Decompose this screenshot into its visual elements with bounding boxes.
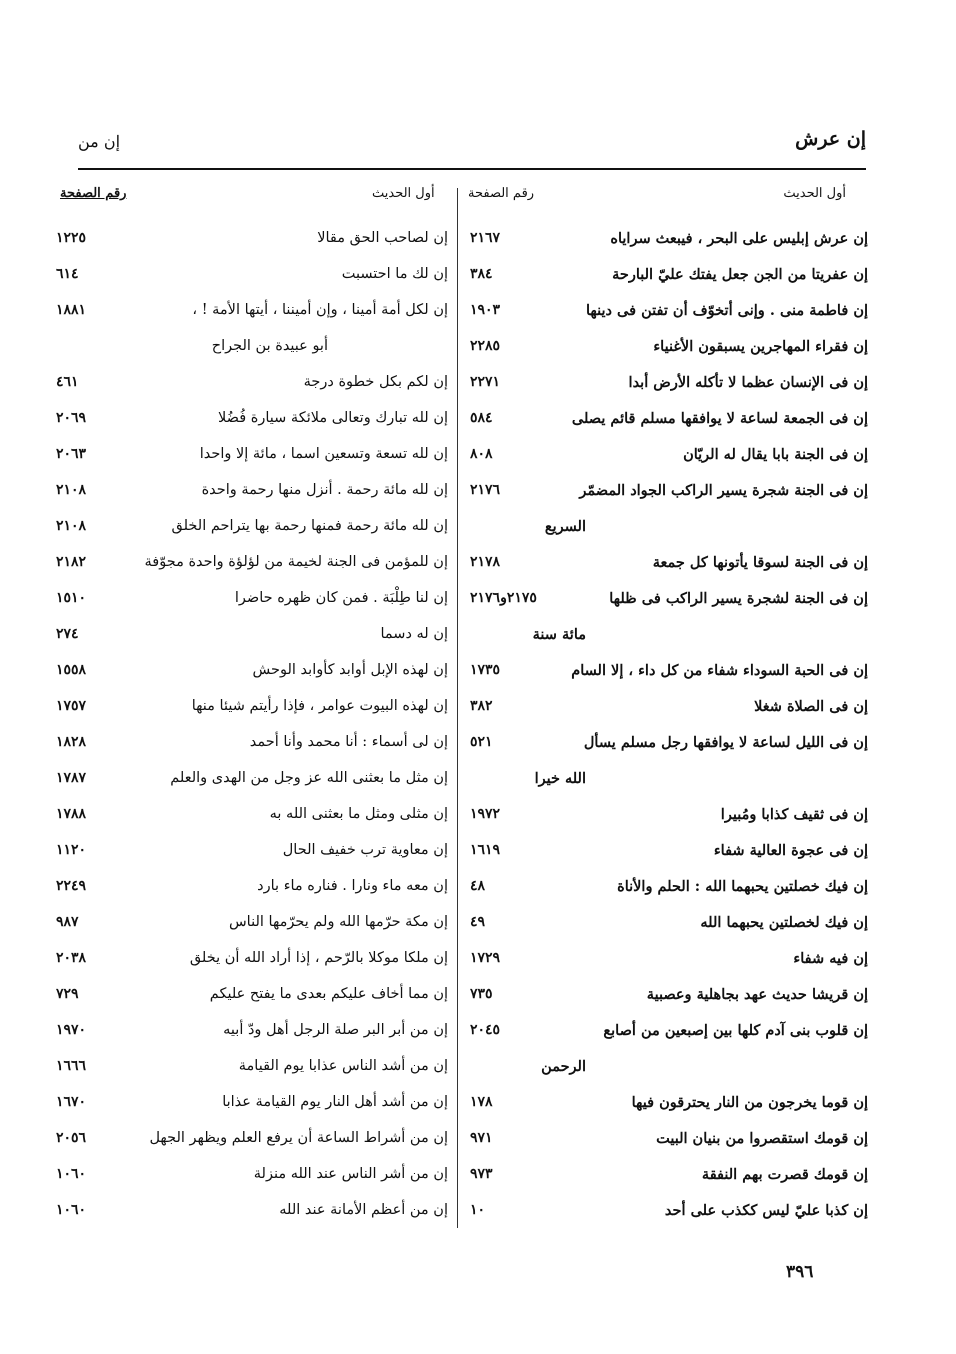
hadith-opening: إن لله مائة رحمة فمنها رحمة بها يتراحم الخلق [171,518,448,534]
hadith-opening: إن للمؤمن فى الجنة لخيمة من لؤلؤة واحدة مجوّفة [144,554,448,570]
hadith-opening: إن من أشد الناس عذابا يوم القيامة [238,1058,448,1074]
hadith-opening: إن فيك خصلتين يحبهما الله : الحلم والأناة [617,878,868,895]
page-reference: ١٧٢٩ [470,950,501,966]
index-entry [466,297,868,333]
hadith-opening: إن من أشد أهل النار يوم القيامة عذابا [222,1094,448,1110]
page-number: ٣٩٦ [786,1262,814,1282]
hadith-opening: إن مما أخاف عليكم بعدى ما يفتح عليكم [209,986,448,1002]
hadith-opening: إن فى الحبة السوداء شفاء من كل داء ، إلا السام [571,662,868,679]
index-entry [52,225,448,261]
index-entry [466,1089,868,1125]
header-right: إن عرش [795,128,866,150]
index-entry [466,261,868,297]
header-left: إن من [78,132,121,151]
index-entry [466,513,868,549]
index-entry [52,333,448,369]
hadith-opening: إن لكل أمة أمينا ، وإن أميننا ، أيتها الأمة ! ، [192,302,448,318]
index-entry [466,729,868,765]
hadith-opening: إن لله تسعة وتسعين اسما ، مائة إلا واحدا [199,446,448,462]
hadith-opening: إن قلوب بنى آدم كلها بين إصبعين من أصابع [603,1022,868,1039]
page-reference: ١٦٦٦ [56,1058,87,1074]
hadith-opening: إن فى الصلاة شغلا [754,698,868,715]
index-entry [52,369,448,405]
page-reference: ٢٠٤٥ [470,1022,501,1038]
hadith-opening: إن لكم بكل خطوة درجة [303,374,448,390]
hadith-opening: إن فى عجوة العالية شفاء [713,842,868,859]
hadith-opening: مائة سنة [532,626,586,643]
page-reference: ٢١٧٦ [470,482,501,498]
page-reference: ٢٢٨٥ [470,338,501,354]
page-reference: ١٢٢٥ [56,230,87,246]
page-reference: ٤٩ [470,914,486,930]
page-reference: ٤٦١ [56,374,79,390]
index-entry [52,1197,448,1233]
index-entry [52,1053,448,1089]
index-entry [466,1125,868,1161]
page-reference: ٣٨٢ [470,698,493,714]
index-entry [466,477,868,513]
hadith-opening: إن فيك لخصلتين يحبهما الله [700,914,868,931]
index-entry [466,621,868,657]
index-entry [52,1017,448,1053]
page-reference: ٢٠٣٨ [56,950,87,966]
page-reference: ٢٧٤ [56,626,79,642]
page-reference: ١٦١٩ [470,842,501,858]
page-reference: ١٥١٠ [56,590,87,606]
page-reference: ٤٨ [470,878,486,894]
hadith-opening: الله خيرا [534,770,586,787]
page-reference: ٢٠٦٩ [56,410,87,426]
page-reference: ١٧٣٥ [470,662,501,678]
page-reference: ٢٠٦٣ [56,446,87,462]
hadith-opening: إن لهذه البيوت عوامر ، فإذا رأيتم شيئا منها [191,698,448,714]
index-entry [52,297,448,333]
hadith-opening: إن كذبا عليّ ليس ككذب على أحد [664,1202,868,1219]
page-reference: ١٧٨٧ [56,770,87,786]
hadith-opening: إن لى أسماء : أنا محمد وأنا أحمد [249,734,448,750]
hadith-opening: إن قوما يخرجون من النار يحترقون فيها [631,1094,868,1111]
left-col-page-heading: رقم الصفحة [60,186,127,201]
hadith-opening: إن من أشر الناس عند الله منزلة [253,1166,448,1182]
index-entry [52,1125,448,1161]
page-reference: ٥٢١ [470,734,493,750]
page-reference: ١٠ [470,1202,486,1218]
hadith-opening: إن من أشراط الساعة أن يرفع العلم ويظهر الجهل [149,1130,448,1146]
hadith-opening: إن معاوية ترب خفيف الحال [282,842,448,858]
index-entry [52,729,448,765]
right-col-text-heading: أول الحديث [783,186,846,201]
page-reference: ٢٠٥٦ [56,1130,87,1146]
index-entry [52,873,448,909]
hadith-opening: إن فى الجنة بابا يقال له الريّان [683,446,868,463]
index-entry [466,873,868,909]
hadith-opening: إن مثلى ومثل ما بعثنى الله به [269,806,448,822]
hadith-opening: إن فقراء المهاجرين يسبقون الأغنياء [653,338,868,355]
right-column [466,225,868,1233]
index-entry [52,1161,448,1197]
hadith-opening: إن لك ما احتسبت [341,266,448,282]
page-reference: ٧٣٥ [470,986,493,1002]
index-entry [466,225,868,261]
page-reference: ٢١٠٨ [56,518,87,534]
index-entry [466,441,868,477]
hadith-opening: إن من أبر البر صلة الرجل أهل ودّ أبيه [223,1022,448,1038]
hadith-opening: إن فى الجمعة لساعة لا يوافقها مسلم قائم يصلى [571,410,868,427]
index-entry [52,693,448,729]
page-reference: ١٠٦٠ [56,1166,87,1182]
index-entry [52,441,448,477]
hadith-opening: إن عفريتا من الجن جعل يفتك عليّ البارحة [612,266,868,283]
index-entry [52,981,448,1017]
page-reference: ٢٢٧١ [470,374,501,390]
index-entry [52,513,448,549]
index-entry [466,837,868,873]
hadith-opening: إن مكة حرّمها الله ولم يحرّمها الناس [228,914,448,930]
page-reference: ١٧٥٧ [56,698,87,714]
running-header [78,128,866,166]
index-entry [466,693,868,729]
hadith-opening: إن فى الجنة لشجرة يسير الراكب فى ظلها [609,590,868,607]
page-reference: ٢١٧٨ [470,554,501,570]
index-entry [52,945,448,981]
page-reference: ١٩٠٣ [470,302,501,318]
hadith-opening: إن له دسما [380,626,448,642]
index-entry [466,333,868,369]
hadith-opening: إن فى ثقيف كذابا ومُبيرا [720,806,868,823]
page-reference: ٢١٦٧ [470,230,501,246]
header-rule [78,168,866,170]
hadith-opening: إن من أعظم الأمانة عند الله [279,1202,448,1218]
index-entry [466,549,868,585]
index-entry [466,369,868,405]
hadith-opening: إن قومك قصرت بهم النفقة [701,1166,868,1183]
index-entry [466,945,868,981]
hadith-opening: إن ملكا موكلا بالرّحم ، إذا أراد الله أن يخلق [189,950,448,966]
index-entry [466,981,868,1017]
index-entry [52,585,448,621]
page-reference: ٢١٨٢ [56,554,87,570]
hadith-opening: إن مثل ما بعثنى الله عز وجل من الهدى والعلم [170,770,448,786]
right-col-page-heading: رقم الصفحة [468,186,535,201]
page-reference: ٦١٤ [56,266,79,282]
index-entry [466,585,868,621]
index-entry [52,801,448,837]
hadith-opening: السريع [544,518,586,535]
index-entry [52,765,448,801]
hadith-opening: إن قومك استقصروا من بنيان البيت [656,1130,868,1147]
index-entry [466,765,868,801]
page-reference: ٣٨٤ [470,266,493,282]
index-entry [466,909,868,945]
index-entry [52,261,448,297]
page-reference: ٢٢٤٩ [56,878,87,894]
page-reference: ١٩٧٠ [56,1022,87,1038]
hadith-opening: إن فى الإنسان عظما لا تأكله الأرض أبدا [628,374,868,391]
hadith-opening: إن لله مائة رحمة . أنزل منها رحمة واحدة [201,482,448,498]
page-reference: ٥٨٤ [470,410,493,426]
page-reference: ١٧٨٨ [56,806,87,822]
index-entry [466,1053,868,1089]
index-entry [52,837,448,873]
page-reference: ٩٧٣ [470,1166,493,1182]
hadith-opening: إن فى الجنة شجرة يسير الراكب الجواد المضمّر [579,482,868,499]
hadith-opening: إن عرش إبليس على البحر ، فيبعث سراياه [610,230,868,247]
index-entry [466,801,868,837]
hadith-opening: إن فيه شفاء [793,950,868,967]
index-entry [52,477,448,513]
hadith-opening: أبو عبيدة بن الجراح [211,338,328,354]
index-entry [466,1161,868,1197]
index-entry [466,1197,868,1233]
hadith-opening: إن لهذه الإبل أوابد كأوابد الوحش [252,662,448,678]
page-reference: ٨٠٨ [470,446,493,462]
page-reference: ٧٢٩ [56,986,79,1002]
hadith-opening: إن فى الليل لساعة لا يوافقها رجل مسلم يسأل [583,734,868,751]
hadith-opening: إن فى الجنة لسوقا يأتونها كل جمعة [652,554,868,571]
index-entry [52,1089,448,1125]
index-entry [52,621,448,657]
page-reference: ٢١٧٥و٢١٧٦ [470,590,537,606]
index-entry [466,657,868,693]
page-reference: ١٨٢٨ [56,734,87,750]
hadith-opening: إن لله تبارك وتعالى ملائكة سيارة فُضُلا [218,410,448,426]
index-entry [52,549,448,585]
hadith-opening: إن لصاحب الحق مقالا [317,230,448,246]
index-entry [466,405,868,441]
page-reference: ١١٢٠ [56,842,87,858]
index-entry [466,1017,868,1053]
hadith-opening: إن قريشا حديث عهد بجاهلية وعصبية [646,986,868,1003]
page-reference: ١٩٧٢ [470,806,501,822]
index-entry [52,405,448,441]
hadith-opening: الرحمن [541,1058,586,1075]
page-reference: ١٧٨ [470,1094,493,1110]
left-col-text-heading: أول الحديث [372,186,435,201]
page-reference: ٢١٠٨ [56,482,87,498]
page-reference: ٩٨٧ [56,914,79,930]
left-column [52,225,448,1233]
page-reference: ١٥٥٨ [56,662,87,678]
page-reference: ١٨٨١ [56,302,87,318]
page-reference: ١٠٦٠ [56,1202,87,1218]
column-divider [457,188,458,1228]
page-reference: ١٦٧٠ [56,1094,87,1110]
hadith-opening: إن فاطمة منى . وإنى أتخوّف أن تفتن فى دينها [586,302,868,319]
index-entry [52,909,448,945]
index-entry [52,657,448,693]
hadith-opening: إن معه ماء ونارا . فناره ماء بارد [257,878,448,894]
page-reference: ٩٧١ [470,1130,493,1146]
hadith-opening: إن لنا طِلْبَة . فمن كان ظهره حاضرا [234,590,448,606]
